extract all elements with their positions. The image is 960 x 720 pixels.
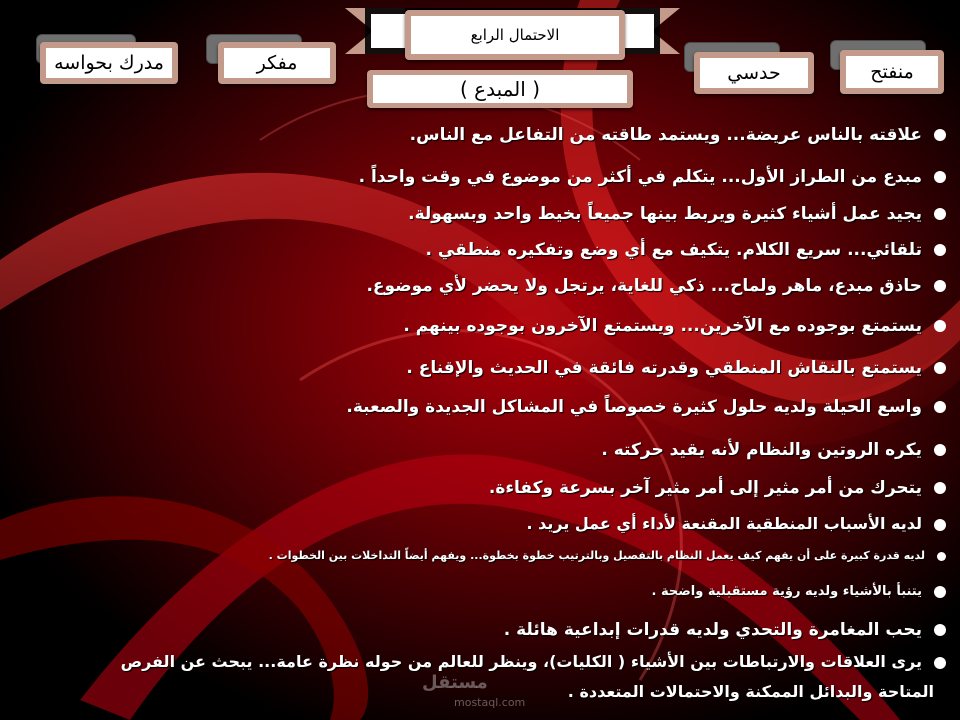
bullet-dot-icon — [934, 624, 946, 636]
list-item: يستمتع بالنقاش المنطقي وقدرته فائقة في الحديث والإقناع . — [406, 358, 946, 378]
subtitle: ( المبدع ) — [373, 75, 627, 103]
bullet-dot-icon — [934, 129, 946, 141]
bullet-dot-icon — [934, 362, 946, 374]
bullet-dot-icon — [934, 657, 946, 669]
bullet-dot-icon — [934, 482, 946, 494]
list-item-continuation: المتاحة والبدائل الممكنة والاحتمالات المتعددة . — [567, 682, 934, 701]
list-item: حاذق مبدع، ماهر ولماح... ذكي للغاية، يرتجل ولا يحضر لأي موضوع. — [366, 276, 946, 296]
list-item: يحب المغامرة والتحدي ولديه قدرات إبداعية هائلة . — [504, 620, 946, 640]
bullet-dot-icon — [934, 401, 946, 413]
bullet-dot-icon — [934, 171, 946, 183]
bullet-dot-icon — [934, 244, 946, 256]
list-item: يتحرك من أمر مثير إلى أمر مثير آخر بسرعة وكفاءة. — [489, 478, 946, 498]
tab-open-label: منفتح — [846, 56, 938, 88]
list-item: علاقته بالناس عريضة... ويستمد طاقته من التفاعل مع الناس. — [410, 125, 946, 145]
bullet-dot-icon — [934, 444, 946, 456]
list-item: لديه قدرة كبيرة على أن يفهم كيف يعمل النظام بالتفصيل وبالترتيب خطوة بخطوة... ويفهم أيضاً التداخلات بين الخطوات . — [269, 549, 946, 562]
tab-sensing-label: مدرك بحواسه — [46, 48, 172, 78]
bullet-dot-icon — [934, 320, 946, 332]
bullet-dot-icon — [937, 552, 946, 561]
list-item: يجيد عمل أشياء كثيرة ويربط بينها جميعاً بخيط واحد وبسهولة. — [408, 204, 946, 224]
watermark-site: mostaql.com — [454, 696, 526, 709]
bullet-dot-icon — [934, 280, 946, 292]
list-item: يكره الروتين والنظام لأنه يقيد حركته . — [601, 440, 946, 460]
bullet-dot-icon — [934, 586, 946, 598]
list-item: لديه الأسباب المنطقية المقنعة لأداء أي عمل يريد . — [526, 514, 946, 533]
bullet-dot-icon — [934, 519, 946, 531]
list-item: تلقائي... سريع الكلام. يتكيف مع أي وضع وتفكيره منطقي . — [426, 240, 946, 260]
watermark-brand: مستقل — [422, 672, 488, 693]
main-title: الاحتمال الرابع — [411, 16, 619, 54]
list-item: يستمتع بوجوده مع الآخرين... ويستمتع الآخرون بوجوده بينهم . — [403, 316, 946, 336]
list-item: مبدع من الطراز الأول... يتكلم في أكثر من موضوع في وقت واحداً . — [359, 167, 946, 187]
list-item: يتنبأ بالأشياء ولديه رؤية مستقبلية واضحة . — [652, 584, 947, 599]
tab-thinking-label: مفكر — [224, 48, 330, 78]
list-item: واسع الحيلة ولديه حلول كثيرة خصوصاً في المشاكل الجديدة والصعبة. — [346, 397, 946, 417]
bullet-dot-icon — [934, 208, 946, 220]
list-item: يرى العلاقات والارتباطات بين الأشياء ( الكليات)، وينظر للعالم من حوله نظرة عامة... يبحث عن الفرص — [121, 652, 946, 671]
tab-intuitive-label: حدسي — [700, 58, 808, 88]
